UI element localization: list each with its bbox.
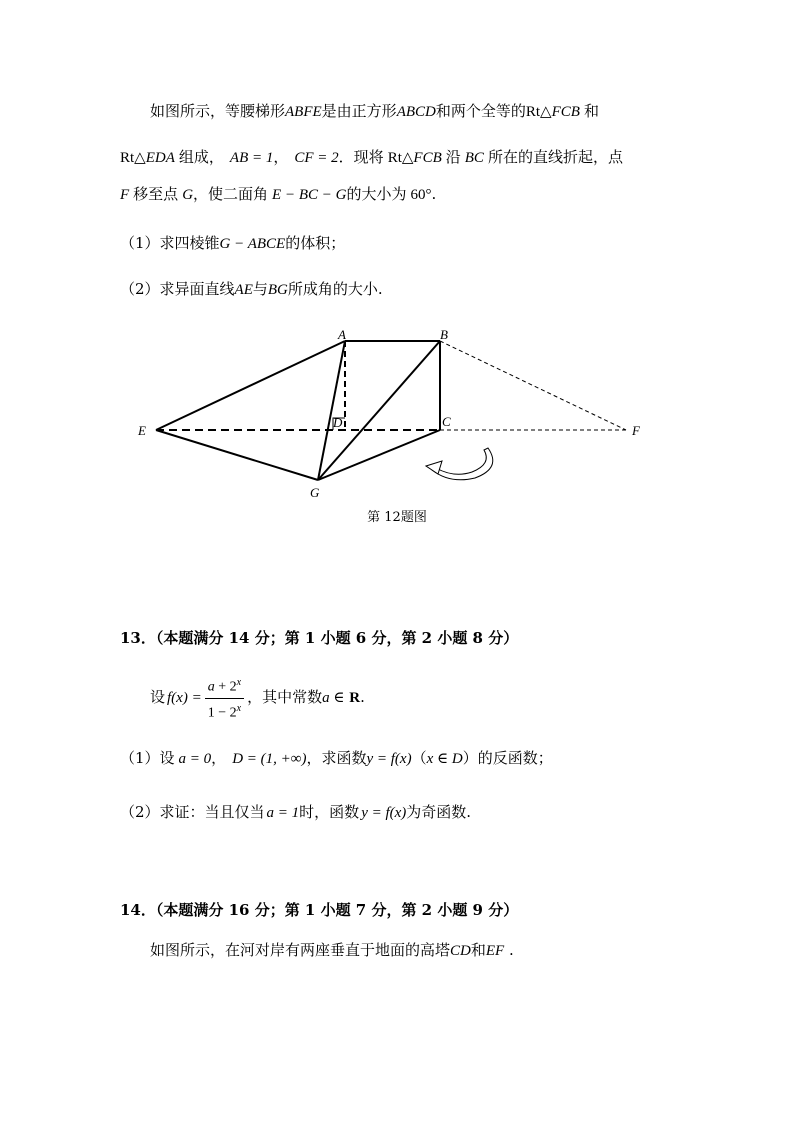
- text: 所在的直线折起，点: [487, 148, 623, 166]
- math-var: G: [182, 187, 194, 203]
- p14-header: 14．（本题满分 16 分；第 1 小题 7 分，第 2 小题 9 分）: [120, 901, 519, 919]
- p13-question-1: [120, 748, 553, 769]
- label-B: B: [440, 327, 448, 342]
- math-eq: a = 1: [266, 805, 300, 821]
- text: ．现将: [338, 148, 384, 166]
- fraction-numerator: [205, 674, 244, 699]
- p12-intro-line3: [120, 184, 436, 205]
- text: ，其中常数: [247, 688, 323, 707]
- text: 所成角的大小.: [287, 280, 383, 298]
- edge-EA: [156, 341, 345, 430]
- text: ，: [273, 148, 289, 166]
- math-var: F: [120, 187, 130, 203]
- p13-question-2: [120, 802, 471, 823]
- math-var: EDA: [145, 150, 175, 166]
- text: 组成，: [178, 148, 224, 166]
- text: ，: [211, 749, 227, 767]
- math-var: ABFE: [285, 104, 322, 120]
- math-var: ABCD: [396, 104, 436, 120]
- text: 设: [150, 688, 166, 707]
- text: ，求函数: [306, 749, 367, 767]
- text: 移至点: [133, 185, 179, 203]
- math-eq: D = (1, +∞): [232, 751, 307, 767]
- text: 时，函数: [299, 803, 360, 821]
- text: ，使二面角: [193, 185, 269, 203]
- math-var: FCB: [413, 150, 442, 166]
- p12-question-1: [120, 233, 345, 254]
- math-eq: a = 0: [178, 751, 212, 767]
- text: 是由正方形: [321, 102, 397, 120]
- text: 和: [583, 102, 599, 120]
- edge-AG: [318, 341, 345, 480]
- label-D: D: [333, 415, 343, 430]
- math-var: CD: [450, 943, 471, 959]
- text: 的反函数；: [477, 749, 553, 767]
- p12-question-2: [120, 279, 383, 300]
- label-F: F: [632, 423, 640, 438]
- fraction: [205, 674, 244, 722]
- math-expr: E − BC − G: [272, 187, 347, 203]
- text: （1）设: [120, 749, 175, 767]
- math-var: FCB: [551, 104, 580, 120]
- text: .: [360, 688, 365, 707]
- math-text: 1 − 2: [207, 705, 237, 721]
- label-C: C: [442, 414, 451, 429]
- math-text: + 2: [214, 679, 237, 695]
- text: .: [504, 941, 514, 959]
- math-rt: Rt△: [525, 104, 552, 120]
- text: （2）求证：当且仅当: [120, 803, 265, 821]
- edge-BF: [440, 341, 626, 430]
- text: 和两个全等的: [435, 102, 526, 120]
- text: （2）求异面直线: [120, 280, 235, 298]
- math-deg: 60°: [410, 187, 432, 203]
- edge-BG: [318, 341, 440, 480]
- edge-EG: [156, 430, 318, 480]
- text: 沿: [445, 148, 461, 166]
- math-eq: CF = 2: [294, 150, 339, 166]
- figure-caption: 第 12题图: [367, 510, 427, 525]
- math-var: EF: [485, 943, 505, 959]
- math-eq: y = f(x): [361, 805, 407, 821]
- math-cond: a ∈: [322, 690, 345, 707]
- text: （1）求四棱锥: [120, 234, 220, 252]
- math-eq: AB = 1: [229, 150, 274, 166]
- text: 和: [470, 941, 486, 959]
- p14-intro: [150, 940, 514, 961]
- text: .: [431, 185, 437, 203]
- math-var: AE: [234, 282, 253, 298]
- text: 为奇函数.: [406, 803, 472, 821]
- text: 如图所示，等腰梯形: [150, 102, 286, 120]
- text: ）: [462, 749, 478, 767]
- p13-header: 13．（本题满分 14 分；第 1 小题 6 分，第 2 小题 8 分）: [120, 629, 519, 647]
- text: （: [411, 749, 427, 767]
- math-exp: x: [236, 677, 242, 688]
- math-rt: Rt△: [387, 150, 414, 166]
- text: 如图所示，在河对岸有两座垂直于地面的高塔: [150, 941, 451, 959]
- p12-intro-line2: [120, 147, 623, 168]
- math-var: a: [207, 679, 215, 695]
- p13-definition: [150, 674, 365, 722]
- label-G: G: [310, 485, 320, 500]
- p12-intro-line1: [150, 101, 599, 122]
- math-exp: x: [236, 702, 242, 714]
- label-A: A: [338, 327, 346, 342]
- fraction-denominator: [205, 699, 244, 723]
- text: 的大小为: [346, 185, 407, 203]
- math-eq: x ∈ D: [426, 751, 463, 767]
- math-eq: y = f(x): [366, 751, 412, 767]
- math-fx: f(x) =: [167, 690, 202, 707]
- text: 的体积；: [285, 234, 346, 252]
- geometry-figure: [120, 320, 660, 510]
- math-expr: G − ABCE: [219, 236, 286, 252]
- math-var: BG: [267, 282, 288, 298]
- edge-CG: [318, 430, 440, 480]
- math-rt: Rt△: [120, 150, 146, 166]
- text: 与: [252, 280, 268, 298]
- math-var: BC: [464, 150, 484, 166]
- math-R: R: [349, 690, 361, 707]
- label-E: E: [138, 423, 146, 438]
